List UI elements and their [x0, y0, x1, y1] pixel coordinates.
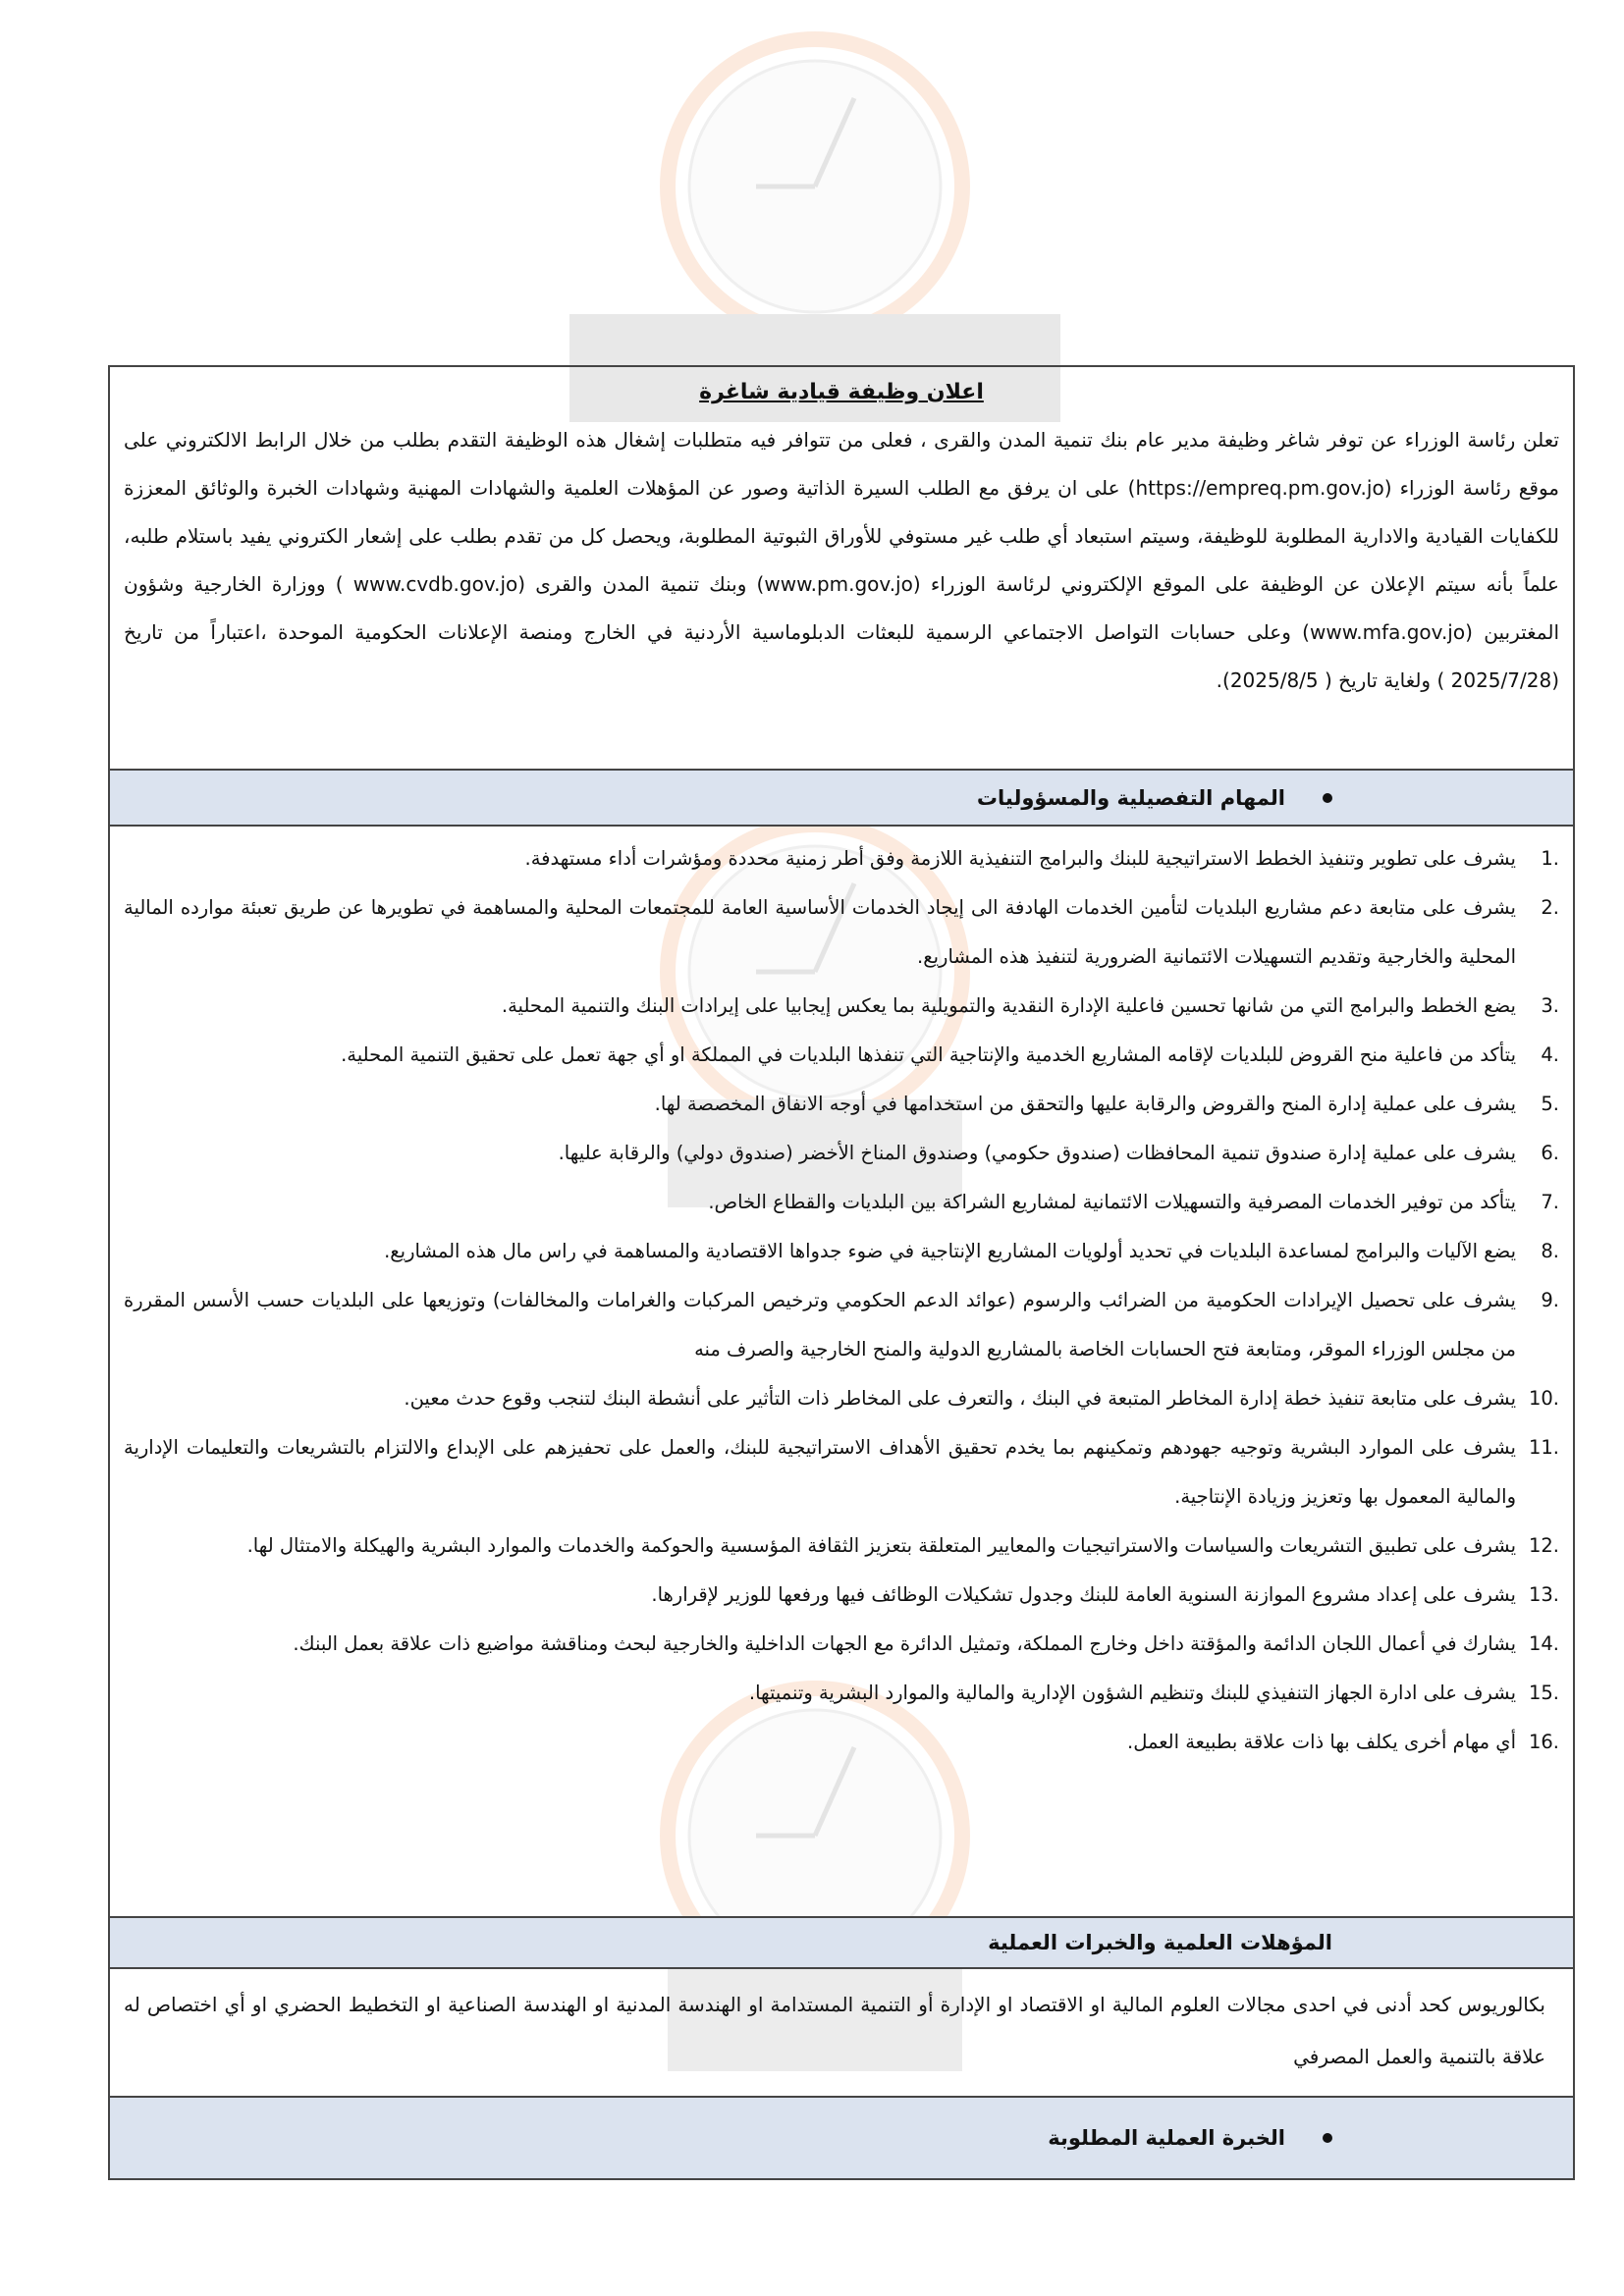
task-text: يشرف على تطبيق التشريعات والسياسات والاستراتيجيات والمعايير المتعلقة بتعزيز الثقافة المؤسسية والحوكمة والخدمات والموارد البشرية والهيكلة والامتثال لها.: [246, 1534, 1516, 1557]
task-number: 14.: [1528, 1632, 1559, 1655]
task-item: [124, 1423, 1559, 1522]
task-text: يشرف على عملية إدارة المنح والقروض والرقابة عليها والتحقق من استخدامها في أوجه الانفاق المخصصة لها.: [654, 1093, 1516, 1115]
task-number: 2.: [1541, 896, 1559, 919]
tasks-header: [110, 771, 1573, 827]
task-item: [124, 1227, 1559, 1276]
task-item: [124, 1080, 1559, 1129]
task-item: [124, 1276, 1559, 1374]
task-text: يضع الخطط والبرامج التي من شانها تحسين فاعلية الإدارة النقدية والتمويلية بما يعكس إيجابيا على إيرادات البنك والتنمية المحلية.: [501, 994, 1516, 1017]
task-item: [124, 1031, 1559, 1080]
task-number: 8.: [1541, 1240, 1559, 1262]
task-item: [124, 834, 1559, 883]
task-number: 3.: [1541, 994, 1559, 1017]
task-text: يشرف على متابعة دعم مشاريع البلديات لتأمين الخدمات الهادفة الى إيجاد الخدمات الأساسية العامة للمجتمعات المحلية والمساهمة في تطويرها عن طريق تعبئة موارده المالية المحلية والخارجية وتقديم التسهيلات الائتمانية الضرورية لتنفيذ هذه المشاريع.: [124, 896, 1516, 968]
task-text: يضع الآليات والبرامج لمساعدة البلديات في تحديد أولويات المشاريع الإنتاجية في ضوء جدواها الاقتصادية والمساهمة في راس مال هذه المشاريع.: [384, 1240, 1516, 1262]
intro-paragraph: تعلن رئاسة الوزراء عن توفر شاغر وظيفة مدير عام بنك تنمية المدن والقرى ، فعلى من تتوافر فيه متطلبات إشغال هذه الوظيفة التقدم بطلب من خلال الرابط الالكتروني على موقع رئاسة الوزراء (https://empreq.pm.gov.jo) على ان يرفق مع الطلب السيرة الذاتية وصور عن المؤهلات العلمية والشهادات المهنية وشهادات الخبرة والوثائق المعززة للكفايات القيادية والادارية المطلوبة للوظيفة، وسيتم استبعاد أي طلب غير مستوفي للأوراق الثبوتية المطلوبة، ويحصل كل من تقدم بطلب على إشعار الكتروني يفيد باستلام طلبه، علماً بأنه سيتم الإعلان عن الوظيفة على الموقع الإلكتروني لرئاسة الوزراء (www.pm.gov.jo) وبنك تنمية المدن والقرى (www.cvdb.gov.jo ) ووزارة الخارجية وشؤون المغتربين (www.mfa.gov.jo) وعلى حسابات التواصل الاجتماعي الرسمية للبعثات الدبلوماسية الأردنية في الخارج ومنصة الإعلانات الحكومية الموحدة ،اعتباراً من تاريخ (2025/7/28 ) ولغاية تاريخ ( 2025/8/5).: [124, 428, 1560, 692]
task-text: يشرف على الموارد البشرية وتوجيه جهودهم وتمكينهم بما يخدم تحقيق الأهداف الاستراتيجية للبنك، والعمل على تحفيزهم على الإبداع والالتزام بالتشريعات والتعليمات الإدارية والمالية المعمول بها وتعزيز وزيادة الإنتاجية.: [124, 1436, 1516, 1508]
qualifications-header-label: المؤهلات العلمية والخبرات العملية: [988, 1931, 1332, 1954]
task-number: 11.: [1528, 1436, 1559, 1459]
task-item: [124, 982, 1559, 1031]
task-number: 9.: [1541, 1289, 1559, 1311]
bullet-icon: [1323, 793, 1332, 803]
task-item: [124, 1374, 1559, 1423]
bullet-icon: [1323, 2133, 1332, 2143]
task-number: 12.: [1528, 1534, 1559, 1557]
task-number: 15.: [1528, 1682, 1559, 1704]
experience-header: [110, 2098, 1573, 2178]
qualifications-header: [110, 1918, 1573, 1969]
task-item: [124, 1178, 1559, 1227]
task-item: [124, 1522, 1559, 1571]
task-number: 10.: [1528, 1387, 1559, 1410]
task-number: 16.: [1528, 1731, 1559, 1753]
task-text: أي مهام أخرى يكلف بها ذات علاقة بطبيعة العمل.: [1127, 1731, 1516, 1753]
task-text: يشرف على ادارة الجهاز التنفيذي للبنك وتنظيم الشؤون الإدارية والمالية والموارد البشرية وتنميتها.: [748, 1682, 1516, 1704]
task-item: [124, 883, 1559, 982]
task-number: 6.: [1541, 1142, 1559, 1164]
task-number: 7.: [1541, 1191, 1559, 1213]
task-item: [124, 1669, 1559, 1718]
task-number: 1.: [1541, 847, 1559, 870]
task-item: [124, 1718, 1559, 1767]
task-item: [124, 1571, 1559, 1620]
task-text: يشرف على تطوير وتنفيذ الخطط الاستراتيجية للبنك والبرامج التنفيذية اللازمة وفق أطر زمنية محددة ومؤشرات أداء مستهدفة.: [524, 847, 1516, 870]
task-item: [124, 1129, 1559, 1178]
task-number: 5.: [1541, 1093, 1559, 1115]
experience-header-label: الخبرة العملية المطلوبة: [1048, 2126, 1285, 2150]
task-text: يتأكد من توفير الخدمات المصرفية والتسهيلات الائتمانية لمشاريع الشراكة بين البلديات والقطاع الخاص.: [708, 1191, 1516, 1213]
task-text: يشرف على إعداد مشروع الموازنة السنوية العامة للبنك وجدول تشكيلات الوظائف فيها ورفعها للوزير لإقرارها.: [651, 1583, 1516, 1606]
qualifications-section: [110, 1969, 1573, 2098]
task-text: يشرف على تحصيل الإيرادات الحكومية من الضرائب والرسوم (عوائد الدعم الحكومي وترخيص المركبات والغرامات والمخالفات) وتوزيعها على البلديات حسب الأسس المقررة من مجلس الوزراء الموقر، ومتابعة فتح الحسابات الخاصة بالمشاريع الدولية والمنح الخارجية والصرف منه: [124, 1289, 1516, 1361]
qualifications-text: بكالوريوس كحد أدنى في احدى مجالات العلوم المالية او الاقتصاد او الإدارة أو التنمية المستدامة او الهندسة المدنية او الهندسة الصناعية او التخطيط الحضري او أي اختصاص له علاقة بالتنمية والعمل المصرفي: [124, 1993, 1545, 2068]
task-item: [124, 1620, 1559, 1669]
tasks-list: [110, 827, 1573, 1918]
announcement-title: اعلان وظيفة قيادية شاغرة: [699, 380, 984, 404]
job-announcement-table: [108, 365, 1575, 2180]
task-number: 13.: [1528, 1583, 1559, 1606]
task-number: 4.: [1541, 1043, 1559, 1066]
tasks-header-label: المهام التفصيلية والمسؤوليات: [976, 785, 1285, 810]
task-text: يشرف على متابعة تنفيذ خطة إدارة المخاطر المتبعة في البنك ، والتعرف على المخاطر ذات التأثير على أنشطة البنك لتنجب وقوع حدث معين.: [404, 1387, 1516, 1410]
task-text: يشرف على عملية إدارة صندوق تنمية المحافظات (صندوق حكومي) وصندوق المناخ الأخضر (صندوق دولي) والرقابة عليها.: [558, 1142, 1516, 1164]
task-text: يشارك في أعمال اللجان الدائمة والمؤقتة داخل وخارج المملكة، وتمثيل الدائرة مع الجهات الداخلية والخارجية لبحث ومناقشة مواضيع ذات علاقة بعمل البنك.: [293, 1632, 1516, 1655]
intro-section: [110, 367, 1573, 771]
task-text: يتأكد من فاعلية منح القروض للبلديات لإقامه المشاريع الخدمية والإنتاجية التي تنفذها البلديات في المملكة او أي جهة تعمل على تحقيق التنمية المحلية.: [341, 1043, 1516, 1066]
